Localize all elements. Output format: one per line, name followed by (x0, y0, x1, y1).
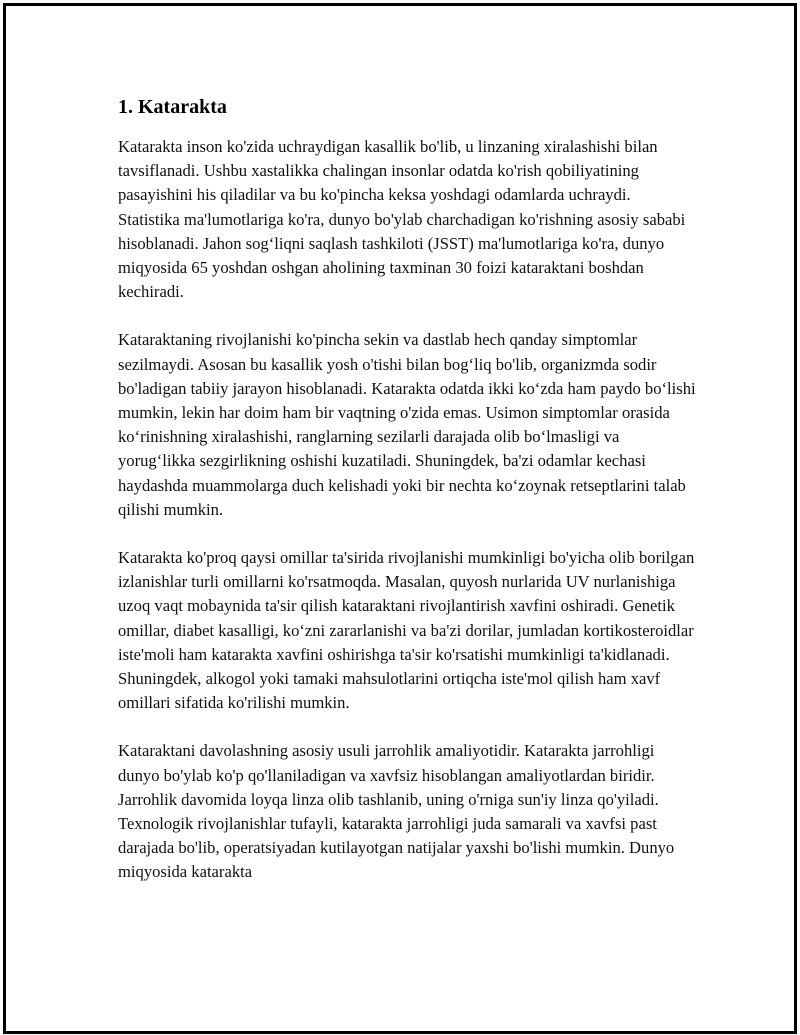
document-body (118, 94, 696, 909)
paragraph-2: Kataraktaning rivojlanishi ko'pincha sekin va dastlab hech qanday simptomlar sezilmaydi. Asosan bu kasallik yosh o'tishi bilan bog‘liq bo'lib, organizmda sodir bo'ladigan tabiiy jarayon hisoblanadi. Katarakta odatda ikki ko‘zda ham paydo bo‘lishi mumkin, lekin har doim ham bir vaqtning o'zida emas. Usimon simptomlar orasida ko‘rinishning xiralashishi, ranglarning sezilarli darajada olib bo‘lmasligi va yorug‘likka sezgirlikning oshishi kuzatiladi. Shuningdek, ba'zi odamlar kechasi haydashda muammolarga duch kelishadi yoki bir nechta ko‘zoynak retseptlarini talab qilishi mumkin. (118, 330, 696, 519)
section-heading: 1. Katarakta (118, 96, 227, 118)
paragraph-1: Katarakta inson ko'zida uchraydigan kasallik bo'lib, u linzaning xiralashishi bilan tavsiflanadi. Ushbu xastalikka chalingan insonlar odatda ko'rish qobiliyatining pasayishini his qiladilar va bu ko'pincha keksa yoshdagi odamlarda uchraydi. Statistika ma'lumotlariga ko'ra, dunyo bo'ylab charchadigan ko'rishning asosiy sababi hisoblanadi. Jahon sog‘liqni saqlash tashkiloti (JSST) ma'lumotlariga ko'ra, dunyo miqyosida 65 yoshdan oshgan aholining taxminan 30 foizi kataraktani boshdan kechiradi. (118, 137, 686, 302)
paragraph-4: Kataraktani davolashning asosiy usuli jarrohlik amaliyotidir. Katarakta jarrohligi dunyo bo'ylab ko'p qo'llaniladigan va xavfsiz hisoblangan amaliyotlardan biridir. Jarrohlik davomida loyqa linza olib tashlanib, uning o'rniga sun'iy linza qo'yiladi. Texnologik rivojlanishlar tufayli, katarakta jarrohligi juda samarali va xavfsi past darajada bo'lib, operatsiyadan kutilayotgan natijalar yaxshi bo'lishi mumkin. Dunyo miqyosida katarakta (118, 741, 675, 882)
paragraph-3: Katarakta ko'proq qaysi omillar ta'sirida rivojlanishi mumkinligi bo'yicha olib borilgan izlanishlar turli omillarni ko'rsatmoqda. Masalan, quyosh nurlarida UV nurlanishiga uzoq vaqt mobaynida ta'sir qilish kataraktani rivojlantirish xavfini oshiradi. Genetik omillar, diabet kasalligi, ko‘zni zararlanishi va ba'zi dorilar, jumladan kortikosteroidlar iste'moli ham katarakta xavfini oshirishga ta'sir ko'rsatishi mumkinligi ta'kidlanadi. Shuningdek, alkogol yoki tamaki mahsulotlarini ortiqcha iste'mol qilish ham xavf omillari sifatida ko'rilishi mumkin. (118, 548, 695, 713)
